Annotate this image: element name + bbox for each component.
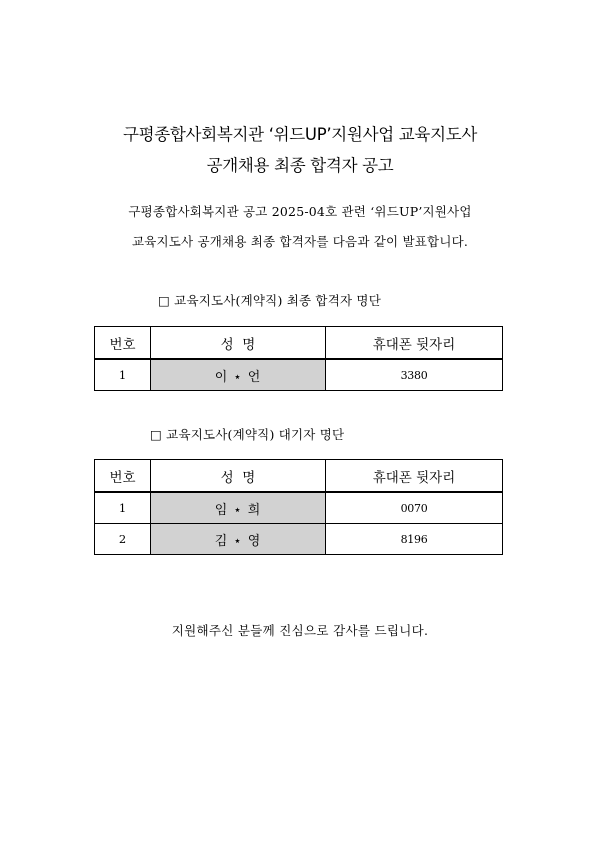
waitlist-section-heading: □ 교육지도사(계약직) 대기자 명단 bbox=[150, 427, 345, 442]
row-phone: 0070 bbox=[326, 492, 503, 524]
column-header-name: 성 명 bbox=[151, 327, 326, 360]
table-row bbox=[95, 524, 503, 555]
row-name: 이 ⋆ 언 bbox=[151, 359, 326, 391]
final-section-heading: □ 교육지도사(계약직) 최종 합격자 명단 bbox=[158, 293, 381, 308]
row-name: 임 ⋆ 희 bbox=[151, 492, 326, 524]
row-number: 2 bbox=[95, 524, 151, 555]
waitlist-table bbox=[94, 459, 503, 555]
table-row bbox=[95, 359, 503, 391]
column-header-number: 번호 bbox=[95, 460, 151, 493]
intro-line-2: 교육지도사 공개채용 최종 합격자를 다음과 같이 발표합니다. bbox=[131, 234, 469, 249]
intro-line-1: 구평종합사회복지관 공고 2025-04호 관련 ‘위드UP’지원사업 bbox=[128, 204, 472, 219]
table-header-row bbox=[95, 327, 503, 360]
closing-message: 지원해주신 분들께 진심으로 감사를 드립니다. bbox=[171, 623, 429, 638]
row-number: 1 bbox=[95, 359, 151, 391]
row-phone: 3380 bbox=[326, 359, 503, 391]
table-header-row bbox=[95, 460, 503, 493]
row-number: 1 bbox=[95, 492, 151, 524]
row-name: 김 ⋆ 영 bbox=[151, 524, 326, 555]
table-row bbox=[95, 492, 503, 524]
final-candidates-table bbox=[94, 326, 503, 391]
column-header-phone: 휴대폰 뒷자리 bbox=[326, 460, 503, 493]
document-title-line-2: 공개채용 최종 합격자 공고 bbox=[206, 156, 394, 175]
column-header-phone: 휴대폰 뒷자리 bbox=[326, 327, 503, 360]
column-header-number: 번호 bbox=[95, 327, 151, 360]
row-phone: 8196 bbox=[326, 524, 503, 555]
document-title-line-1: 구평종합사회복지관 ‘위드UP’지원사업 교육지도사 bbox=[123, 125, 477, 144]
column-header-name: 성 명 bbox=[151, 460, 326, 493]
